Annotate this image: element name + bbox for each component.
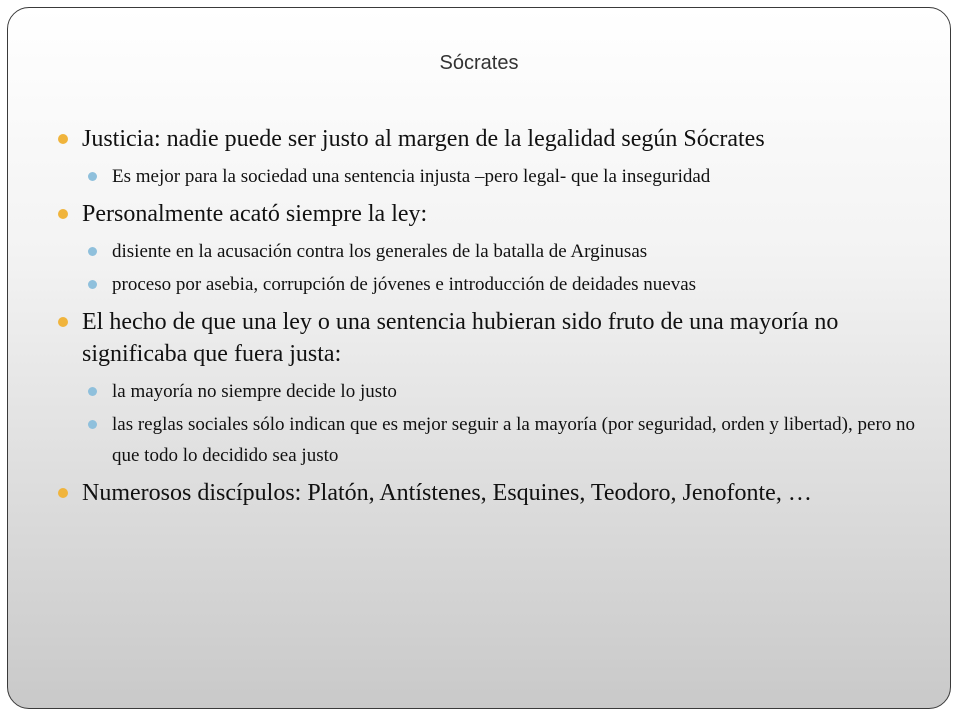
bullet-text: Justicia: nadie puede ser justo al margen de la legalidad según Sócrates (82, 126, 765, 152)
bullet-dot-icon (58, 209, 68, 219)
sub-bullet (54, 269, 934, 300)
sub-bullet-text: proceso por asebia, corrupción de jóvenes e introducción de deidades nuevas (112, 274, 697, 295)
sub-bullet-dot-icon (88, 247, 97, 256)
bullet-dot-icon (58, 317, 68, 327)
bullet-text: Numerosos discípulos: Platón, Antístenes, Esquines, Teodoro, Jenofonte, … (82, 480, 812, 506)
sub-bullet (54, 161, 934, 192)
bullet-text: El hecho de que una ley o una sentencia hubieran sido fruto de una mayoría no significaba que fuera justa: (82, 309, 839, 367)
slide (7, 7, 951, 709)
bullet-personalmente (54, 198, 934, 230)
sub-bullet-text: la mayoría no siempre decide lo justo (112, 381, 397, 402)
bullet-discipulos (54, 477, 934, 509)
slide-title: Sócrates (439, 52, 519, 74)
sub-bullet (54, 376, 934, 407)
sub-bullet-dot-icon (88, 172, 97, 181)
sub-bullet-text: disiente en la acusación contra los generales de la batalla de Arginusas (112, 241, 648, 262)
sub-bullet-text: las reglas sociales sólo indican que es mejor seguir a la mayoría (por seguridad, orden y libertad), pero no que todo lo decidido sea justo (112, 414, 916, 466)
bullet-mayoria (54, 306, 934, 370)
sub-bullet-dot-icon (88, 420, 97, 429)
sub-bullet-dot-icon (88, 280, 97, 289)
bullet-text: Personalmente acató siempre la ley: (82, 201, 428, 227)
sub-bullet (54, 409, 934, 471)
bullet-dot-icon (58, 134, 68, 144)
bullet-justicia (54, 123, 934, 155)
sub-bullet-text: Es mejor para la sociedad una sentencia injusta –pero legal- que la inseguridad (112, 166, 711, 187)
sub-bullet (54, 236, 934, 267)
bullet-dot-icon (58, 488, 68, 498)
slide-content (54, 123, 934, 519)
sub-bullet-dot-icon (88, 387, 97, 396)
